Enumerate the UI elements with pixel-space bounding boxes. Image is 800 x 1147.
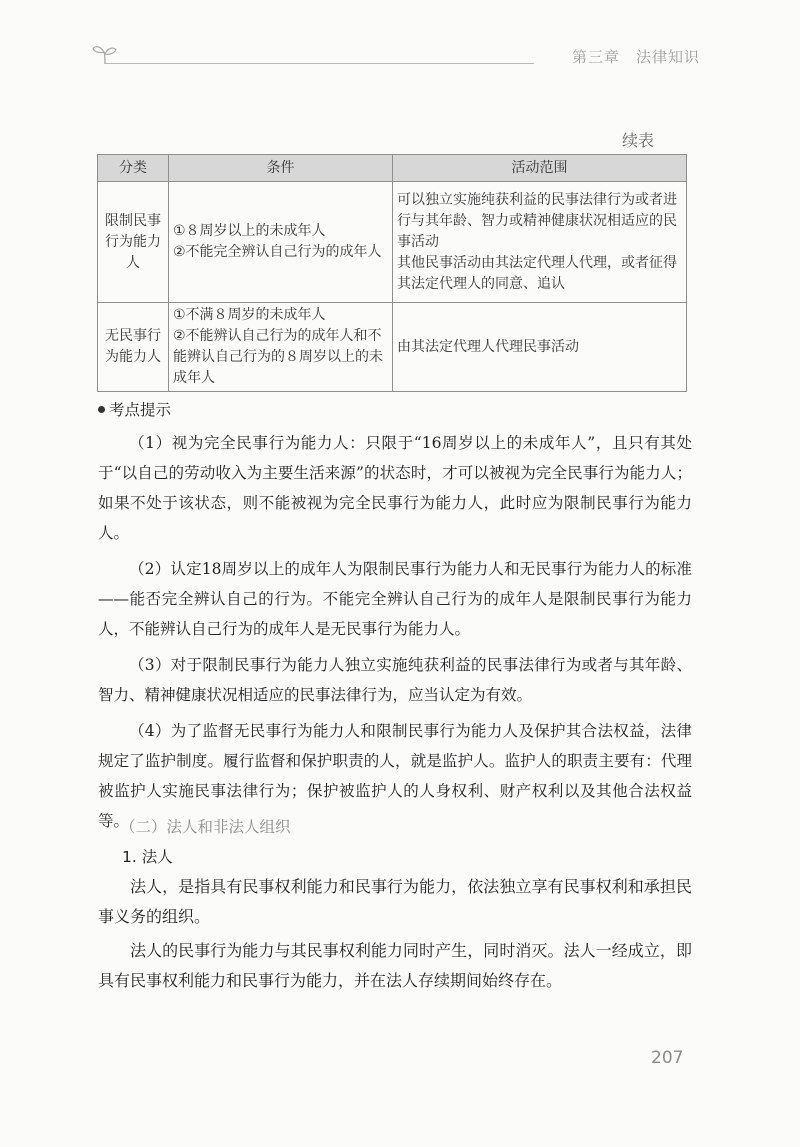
table-row [98, 303, 687, 392]
row-conditions [169, 303, 393, 392]
tip-paragraph: （4）为了监督无民事行为能力人和限制民事行为能力人及保护其合法权益，法律规定了监护制度。履行监督和保护职责的人，就是监护人。监护人的职责主要有：代理被监护人实施民事法律行为；保护被监护人的人身权利、财产权利以及其他合法权益等。 [98, 722, 692, 830]
category-text: 限制民事行为能力人 [105, 212, 161, 271]
row-conditions [169, 182, 393, 303]
category-text: 无民事行为能力人 [105, 328, 161, 365]
row-category [98, 303, 169, 392]
condition-item: ①８周岁以上的未成年人 [173, 223, 326, 239]
header-rule [104, 63, 534, 64]
body-paragraph: 法人的民事行为能力与其民事权利能力同时产生，同时消灭。法人一经成立，即具有民事权利能力和民事行为能力，并在法人存续期间始终存在。 [98, 941, 692, 990]
section-body [98, 872, 692, 1000]
tips-title-text: 考点提示 [109, 401, 172, 419]
row-scope [393, 303, 687, 392]
scope-item: 可以独立实施纯获利益的民事法律行为或者进行与其年龄、智力或精神健康状况相适应的民事活动 [397, 191, 677, 250]
tip-paragraph: （2）认定18周岁以上的成年人为限制民事行为能力人和无民事行为能力人的标准——能否完全辨认自己的行为。不能完全辨认自己行为的成年人是限制民事行为能力人，不能辨认自己行为的成年人是无民事行为能力人。 [98, 560, 692, 638]
scope-item: 其他民事活动由其法定代理人代理，或者征得其法定代理人的同意、追认 [397, 254, 677, 292]
table-header-row [98, 155, 687, 182]
condition-item: ①不满８周岁的未成年人 [173, 307, 326, 323]
table-row [98, 182, 687, 303]
tips-heading [98, 398, 171, 420]
tip-paragraph: （3）对于限制民事行为能力人独立实施纯获利益的民事法律行为或者与其年龄、智力、精神健康状况相适应的民事法律行为，应当认定为有效。 [98, 656, 692, 704]
bullet-icon [98, 406, 105, 413]
subsection-heading: 1. 法人 [122, 848, 173, 866]
page-header [92, 40, 702, 74]
row-scope [393, 182, 687, 303]
table-continued-label: 续表 [622, 131, 655, 150]
chapter-title: 第三章 法律知识 [571, 48, 700, 66]
header-category: 分类 [98, 155, 169, 182]
body-paragraph: 法人，是指具有民事权利能力和民事行为能力，依法独立享有民事权利和承担民事义务的组织。 [98, 877, 692, 926]
condition-item: ②不能辨认自己行为的成年人和不能辨认自己行为的８周岁以上的未成年人 [173, 328, 383, 386]
tip-paragraph: （1）视为完全民事行为能力人：只限于“16周岁以上的未成年人”，且只有其处于“以自己的劳动收入为主要生活来源”的状态时，才可以被视为完全民事行为能力人；如果不处于该状态，则不能被视为完全民事行为能力人，此时应为限制民事行为能力人。 [98, 434, 692, 542]
condition-item: ②不能完全辨认自己行为的成年人 [173, 244, 382, 260]
page-number: 207 [651, 1048, 684, 1068]
row-category [98, 182, 169, 303]
capacity-table [97, 154, 687, 392]
tips-list [98, 428, 692, 842]
header-conditions: 条件 [169, 155, 393, 182]
section-heading: （二）法人和非法人组织 [120, 818, 291, 836]
scope-item: 由其法定代理人代理民事活动 [397, 338, 579, 355]
header-scope: 活动范围 [393, 155, 687, 182]
